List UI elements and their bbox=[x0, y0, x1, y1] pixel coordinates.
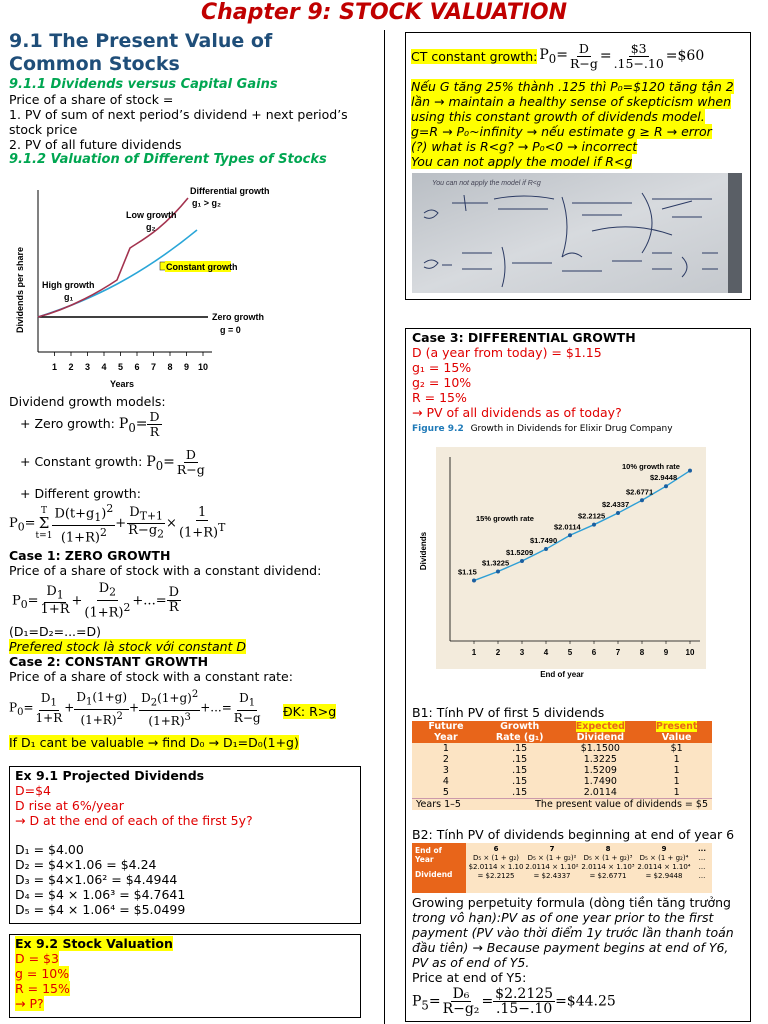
table-2-column bbox=[692, 843, 712, 893]
dividend-table-2 bbox=[412, 843, 712, 893]
p5-formula: $P_5=$ $\frac{\text{D₆}}{\text{R−g₂}}$ = $\frac{\$2.2125}{.15-.10}$ =$44.25 bbox=[412, 986, 616, 1017]
chart-xlabel: End of year bbox=[540, 670, 584, 679]
chart-10-label: 10% growth rate bbox=[622, 462, 680, 471]
table-2-cell: 2.0114 × 1.10⁴ bbox=[637, 863, 691, 871]
table-cell: 1 bbox=[673, 787, 680, 798]
chart-x-tick-label: 9 bbox=[663, 648, 669, 657]
case1-text: Price of a share of stock with a constant dividend: bbox=[9, 563, 322, 578]
ex91-result: D₅ = $4 × 1.06⁴ = $5.0499 bbox=[15, 902, 186, 917]
ex92-line: R = 15% bbox=[15, 981, 70, 996]
figure-9-2-chart bbox=[410, 441, 746, 703]
dividend-growth-figure bbox=[12, 180, 272, 392]
text-line: 1. PV of sum of next period’s dividend + next period’s bbox=[9, 107, 348, 122]
table-cell: .15 bbox=[512, 787, 528, 798]
pv-table-1-footer: Years 1–5 The present value of dividends = $5 bbox=[412, 799, 712, 811]
case3-title: Case 3: DIFFERENTIAL GROWTH bbox=[412, 330, 636, 345]
ex91-result: D₃ = $4×1.06² = $4.4944 bbox=[15, 872, 178, 887]
pv-table-1-body bbox=[412, 743, 712, 799]
different-growth-label: + Different growth: bbox=[20, 486, 141, 501]
figure-9-2-caption: Figure 9.2 Growth in Dividends for Elixir Drug Company bbox=[412, 424, 673, 434]
constant-growth-curve bbox=[38, 230, 197, 317]
fig1-tick-label: 10 bbox=[197, 362, 209, 372]
table-2-cell: = $2.4337 bbox=[533, 872, 571, 880]
ex91-line: D=$4 bbox=[15, 783, 52, 798]
table-cell: .15 bbox=[512, 765, 528, 776]
fig1-low-label: Low growth bbox=[126, 210, 177, 220]
fig1-high-label: High growth bbox=[42, 280, 95, 290]
table-2-cell: $2.0114 × 1.10 bbox=[468, 863, 524, 871]
fig1-tick-label: 2 bbox=[68, 362, 74, 372]
case3-line: R = 15% bbox=[412, 390, 467, 405]
ex91-result: D₄ = $4 × 1.06³ = $4.7641 bbox=[15, 887, 186, 902]
table-2-cell: 7 bbox=[549, 845, 555, 853]
chart-data-label: $1.5209 bbox=[506, 548, 534, 558]
left-column bbox=[9, 30, 379, 167]
case3-line: g₂ = 10% bbox=[412, 375, 472, 390]
table-cell: 1 bbox=[673, 754, 680, 765]
chart-data-label: $2.2125 bbox=[578, 511, 606, 521]
table-2-column bbox=[524, 843, 580, 893]
chart-point bbox=[568, 533, 572, 537]
chart-data-label: $2.0114 bbox=[554, 522, 581, 532]
table-cell: .15 bbox=[512, 743, 528, 754]
case3-box bbox=[405, 328, 751, 1022]
table-2-cell: = $2.2125 bbox=[477, 872, 515, 880]
text-line: Price of a share of stock = bbox=[9, 92, 174, 107]
fig1-tick-label: 1 bbox=[51, 362, 58, 372]
skepticism-notes: Nếu G tăng 25% thành .125 thì P₀=$120 tăng tận 2 lần → maintain a healthy sense of skepticism when using this constant growth of dividends model. g=R → P₀~infinity → nếu estimate g ≥ R → error (?) what is R<g? → P₀<0 → incorrect You can not apply the model if R<g bbox=[411, 79, 734, 169]
condition-badge: ĐK: R>g bbox=[283, 704, 337, 719]
table-2-cell: ... bbox=[698, 854, 706, 862]
table-2-cell: ... bbox=[698, 845, 706, 853]
table-2-cell: 9 bbox=[661, 845, 667, 853]
table-2-column bbox=[580, 843, 636, 893]
table-2-label: End of Year Dividend bbox=[412, 843, 466, 893]
table-2-cell: D₅ × (1 + g₂) bbox=[473, 854, 519, 862]
constant-growth-box bbox=[405, 32, 751, 300]
ct-result: =$60 bbox=[665, 48, 705, 64]
table-row bbox=[412, 765, 712, 776]
ex91-result: D₂ = $4×1.06 = $4.24 bbox=[15, 857, 157, 872]
whiteboard-surface bbox=[412, 173, 742, 293]
table-2-cell: = $2.9448 bbox=[645, 872, 683, 880]
chart-x-tick-label: 2 bbox=[495, 648, 501, 657]
subsection-9-1-1: 9.1.1 Dividends versus Capital Gains bbox=[9, 77, 278, 92]
fig1-tick-label: 8 bbox=[167, 362, 173, 372]
chart-data-label: $2.6771 bbox=[626, 487, 654, 497]
table-2-columns bbox=[468, 843, 712, 893]
col-header: Present Value bbox=[655, 721, 698, 743]
pv-table-1-header bbox=[412, 721, 712, 743]
chart-data-label: $2.4337 bbox=[602, 500, 630, 510]
table-cell: 1.5209 bbox=[583, 765, 617, 776]
fig1-diff-label: Differential growth bbox=[190, 186, 270, 196]
table-row bbox=[412, 743, 712, 754]
table-row bbox=[412, 754, 712, 765]
table-2-cell: 6 bbox=[493, 845, 499, 853]
table-cell: 4 bbox=[442, 776, 449, 787]
ct-formula-row: CT constant growth: $P_0=$ $\frac{D}{R-g}$ = $\frac{\$3}{.15-.10}$ =$60 bbox=[411, 40, 705, 71]
chart-x-tick-label: 1 bbox=[471, 648, 477, 657]
table-cell: 1 bbox=[673, 765, 680, 776]
fig1-tick-label: 7 bbox=[150, 362, 157, 372]
table-cell: $1.1500 bbox=[580, 743, 620, 754]
case1-block bbox=[9, 548, 379, 578]
chart-x-tick-label: 10 bbox=[685, 648, 695, 657]
case1-formula: $P_0=$ $\frac{D_1}{1+R}$ + $\frac{D_2}{(1+R)^2}$ +...= $\frac{D}{R}$ bbox=[12, 581, 180, 620]
case1-note: (D₁=D₂=...=D) bbox=[9, 624, 101, 639]
chart-point bbox=[688, 469, 692, 473]
ex91-line: D rise at 6%/year bbox=[15, 798, 124, 813]
case3-line: g₁ = 15% bbox=[412, 360, 472, 375]
chart-15-label: 15% growth rate bbox=[476, 514, 534, 523]
chart-data-label: $2.9448 bbox=[650, 473, 678, 483]
chart-point bbox=[640, 498, 644, 502]
ct-label: CT constant growth: bbox=[411, 48, 538, 64]
example-9-1-box bbox=[9, 766, 361, 924]
pv-table-1 bbox=[412, 721, 712, 810]
fig1-tick-label: 9 bbox=[183, 362, 190, 372]
table-2-cell: ... bbox=[698, 872, 706, 880]
table-2-cell: D₅ × (1 + g₂)⁴ bbox=[639, 854, 689, 862]
table-2-column bbox=[468, 843, 524, 893]
whiteboard-photo bbox=[412, 173, 742, 293]
table-cell: 1 bbox=[442, 743, 449, 754]
ex91-result: D₁ = $4.00 bbox=[15, 842, 84, 857]
chart-point bbox=[592, 523, 596, 527]
table-2-cell: D₅ × (1 + g₂)² bbox=[527, 854, 577, 862]
chart-ylabel: Dividends bbox=[419, 531, 428, 571]
col-header: Future Year bbox=[428, 721, 464, 743]
table-cell: 1.3225 bbox=[583, 754, 617, 765]
ex92-line: g = 10% bbox=[15, 966, 70, 981]
table-2-cell: 2.0114 × 1.10³ bbox=[581, 863, 635, 871]
text-line: 2. PV of all future dividends bbox=[9, 137, 182, 152]
table-cell: 1 bbox=[673, 776, 680, 787]
chart-x-tick-label: 6 bbox=[591, 648, 597, 657]
chart-x-tick-label: 4 bbox=[543, 648, 549, 657]
fig1-zero-g: g = 0 bbox=[220, 325, 241, 335]
chart-x-tick-label: 5 bbox=[567, 648, 573, 657]
chart-data-label: $1.15 bbox=[458, 567, 477, 577]
fig1-ylabel: Dividends per share bbox=[15, 246, 25, 334]
table-2-cell: 2.0114 × 1.10² bbox=[525, 863, 579, 871]
fig1-zero-label: Zero growth bbox=[212, 312, 264, 322]
section-heading-9-1: 9.1 The Present Value of Common Stocks bbox=[9, 30, 273, 75]
ex92-title: Ex 9.2 Stock Valuation bbox=[15, 936, 173, 951]
constant-growth-formula: + Constant growth: $P_0=$ $\frac{D}{R-g}$ bbox=[20, 447, 205, 477]
chart-x-tick-label: 7 bbox=[615, 648, 621, 657]
chart-point bbox=[520, 559, 524, 563]
ex92-line: → P? bbox=[15, 996, 44, 1011]
table-2-cell: ... bbox=[698, 863, 706, 871]
col-header: Growth Rate (g₁) bbox=[495, 721, 544, 743]
table-cell: 5 bbox=[442, 787, 449, 798]
chart-point bbox=[472, 579, 476, 583]
growing-perpetuity-text: Growing perpetuity formula (dòng tiền tăng trưởng trong vô hạn):PV as of one year prior to the first payment (PV vào thời điểm 1y trước lần thanh toán đầu tiên) → Because payment begins at end of Y6, PV as of end of Y5. Price at end of Y5: bbox=[412, 895, 734, 985]
column-divider bbox=[384, 30, 385, 1024]
table-row bbox=[412, 787, 712, 799]
table-2-column bbox=[636, 843, 692, 893]
fig1-tick-label: 6 bbox=[134, 362, 140, 372]
ex91-line: → D at the end of each of the first 5y? bbox=[15, 813, 253, 828]
case2-text: Price of a share of stock with a constant rate: bbox=[9, 669, 293, 684]
chart-point bbox=[616, 511, 620, 515]
table-cell: 3 bbox=[442, 765, 449, 776]
text-line: stock price bbox=[9, 122, 78, 137]
chart-point bbox=[544, 547, 548, 551]
step-b1: B1: Tính PV of first 5 dividends bbox=[412, 705, 605, 720]
fig1-tick-label: 3 bbox=[84, 362, 91, 372]
table-2-cell: D₅ × (1 + g₂)³ bbox=[583, 854, 633, 862]
fig1-tick-label: 5 bbox=[117, 362, 124, 372]
case2-formula: $P_0=$ $\frac{D_1}{1+R}$ + $\frac{D_1(1+g)}{(1+R)^2}$ + $\frac{D_2(1+g)^2}{(1+R)^3}$ +...= $\frac{D_1}{R-g}$ bbox=[9, 689, 261, 729]
table-cell: 2.0114 bbox=[583, 787, 617, 798]
case1-heading: Case 1: ZERO GROWTH bbox=[9, 548, 171, 563]
case3-line: D (a year from today) = $1.15 bbox=[412, 345, 602, 360]
chart-point bbox=[664, 484, 668, 488]
table-cell: 1.7490 bbox=[583, 776, 617, 787]
chart-point bbox=[496, 569, 500, 573]
table-2-cell: = $2.6771 bbox=[589, 872, 627, 880]
fig1-constant-label: Constant growth bbox=[166, 262, 238, 272]
differential-growth-formula: $P_0=$ T Σ t=1 $\frac{D(t+g_1)^2}{(1+R)^2}$ + $\frac{D_{T+1}}{R-g_2}$ × $\frac{1}{(1+R)^T}$ bbox=[9, 502, 226, 546]
whiteboard-note: You can not apply the model if R<g bbox=[432, 180, 541, 187]
table-2-cell: 8 bbox=[605, 845, 611, 853]
table-cell: .15 bbox=[512, 754, 528, 765]
chart-x-tick-label: 3 bbox=[519, 648, 525, 657]
fig1-diff-cond: g₁ > g₂ bbox=[192, 198, 221, 208]
ex91-title: Ex 9.1 Projected Dividends bbox=[15, 768, 205, 783]
fig1-ticks bbox=[52, 352, 208, 372]
subsection-9-1-2: 9.1.2 Valuation of Different Types of Stocks bbox=[9, 152, 327, 167]
example-9-2-box bbox=[9, 934, 361, 1018]
case2-highlight: If D₁ cant be valuable → find D₀ → D₁=D₀(1+g) bbox=[9, 735, 299, 750]
table-cell: $1 bbox=[670, 743, 683, 754]
fig1-xlabel: Years bbox=[109, 379, 135, 389]
models-heading: Dividend growth models: bbox=[9, 394, 166, 409]
ex92-line: D = $3 bbox=[15, 951, 59, 966]
zero-growth-formula: + Zero growth: $P_0=$ $\frac{D}{R}$ bbox=[20, 409, 160, 439]
chart-x-tick-label: 8 bbox=[639, 648, 645, 657]
fig1-high-g: g₁ bbox=[64, 292, 74, 302]
case1-notes bbox=[9, 624, 379, 684]
col-header: Expected Dividend bbox=[575, 721, 625, 743]
fig1-low-g: g₂ bbox=[146, 222, 156, 232]
case2-heading: Case 2: CONSTANT GROWTH bbox=[9, 654, 209, 669]
fig1-tick-label: 4 bbox=[101, 362, 107, 372]
chart-data-label: $1.3225 bbox=[482, 558, 510, 568]
table-row bbox=[412, 776, 712, 787]
case1-highlight: Prefered stock là stock với constant D bbox=[9, 639, 247, 654]
table-cell: 2 bbox=[442, 754, 449, 765]
page-title: Chapter 9: STOCK VALUATION bbox=[201, 0, 567, 25]
whiteboard-edge bbox=[728, 173, 742, 293]
chart-data-label: $1.7490 bbox=[530, 536, 558, 546]
step-b2: B2: Tính PV of dividends beginning at end of year 6 bbox=[412, 827, 735, 842]
table-cell: .15 bbox=[512, 776, 528, 787]
case3-line: → PV of all dividends as of today? bbox=[412, 405, 622, 420]
